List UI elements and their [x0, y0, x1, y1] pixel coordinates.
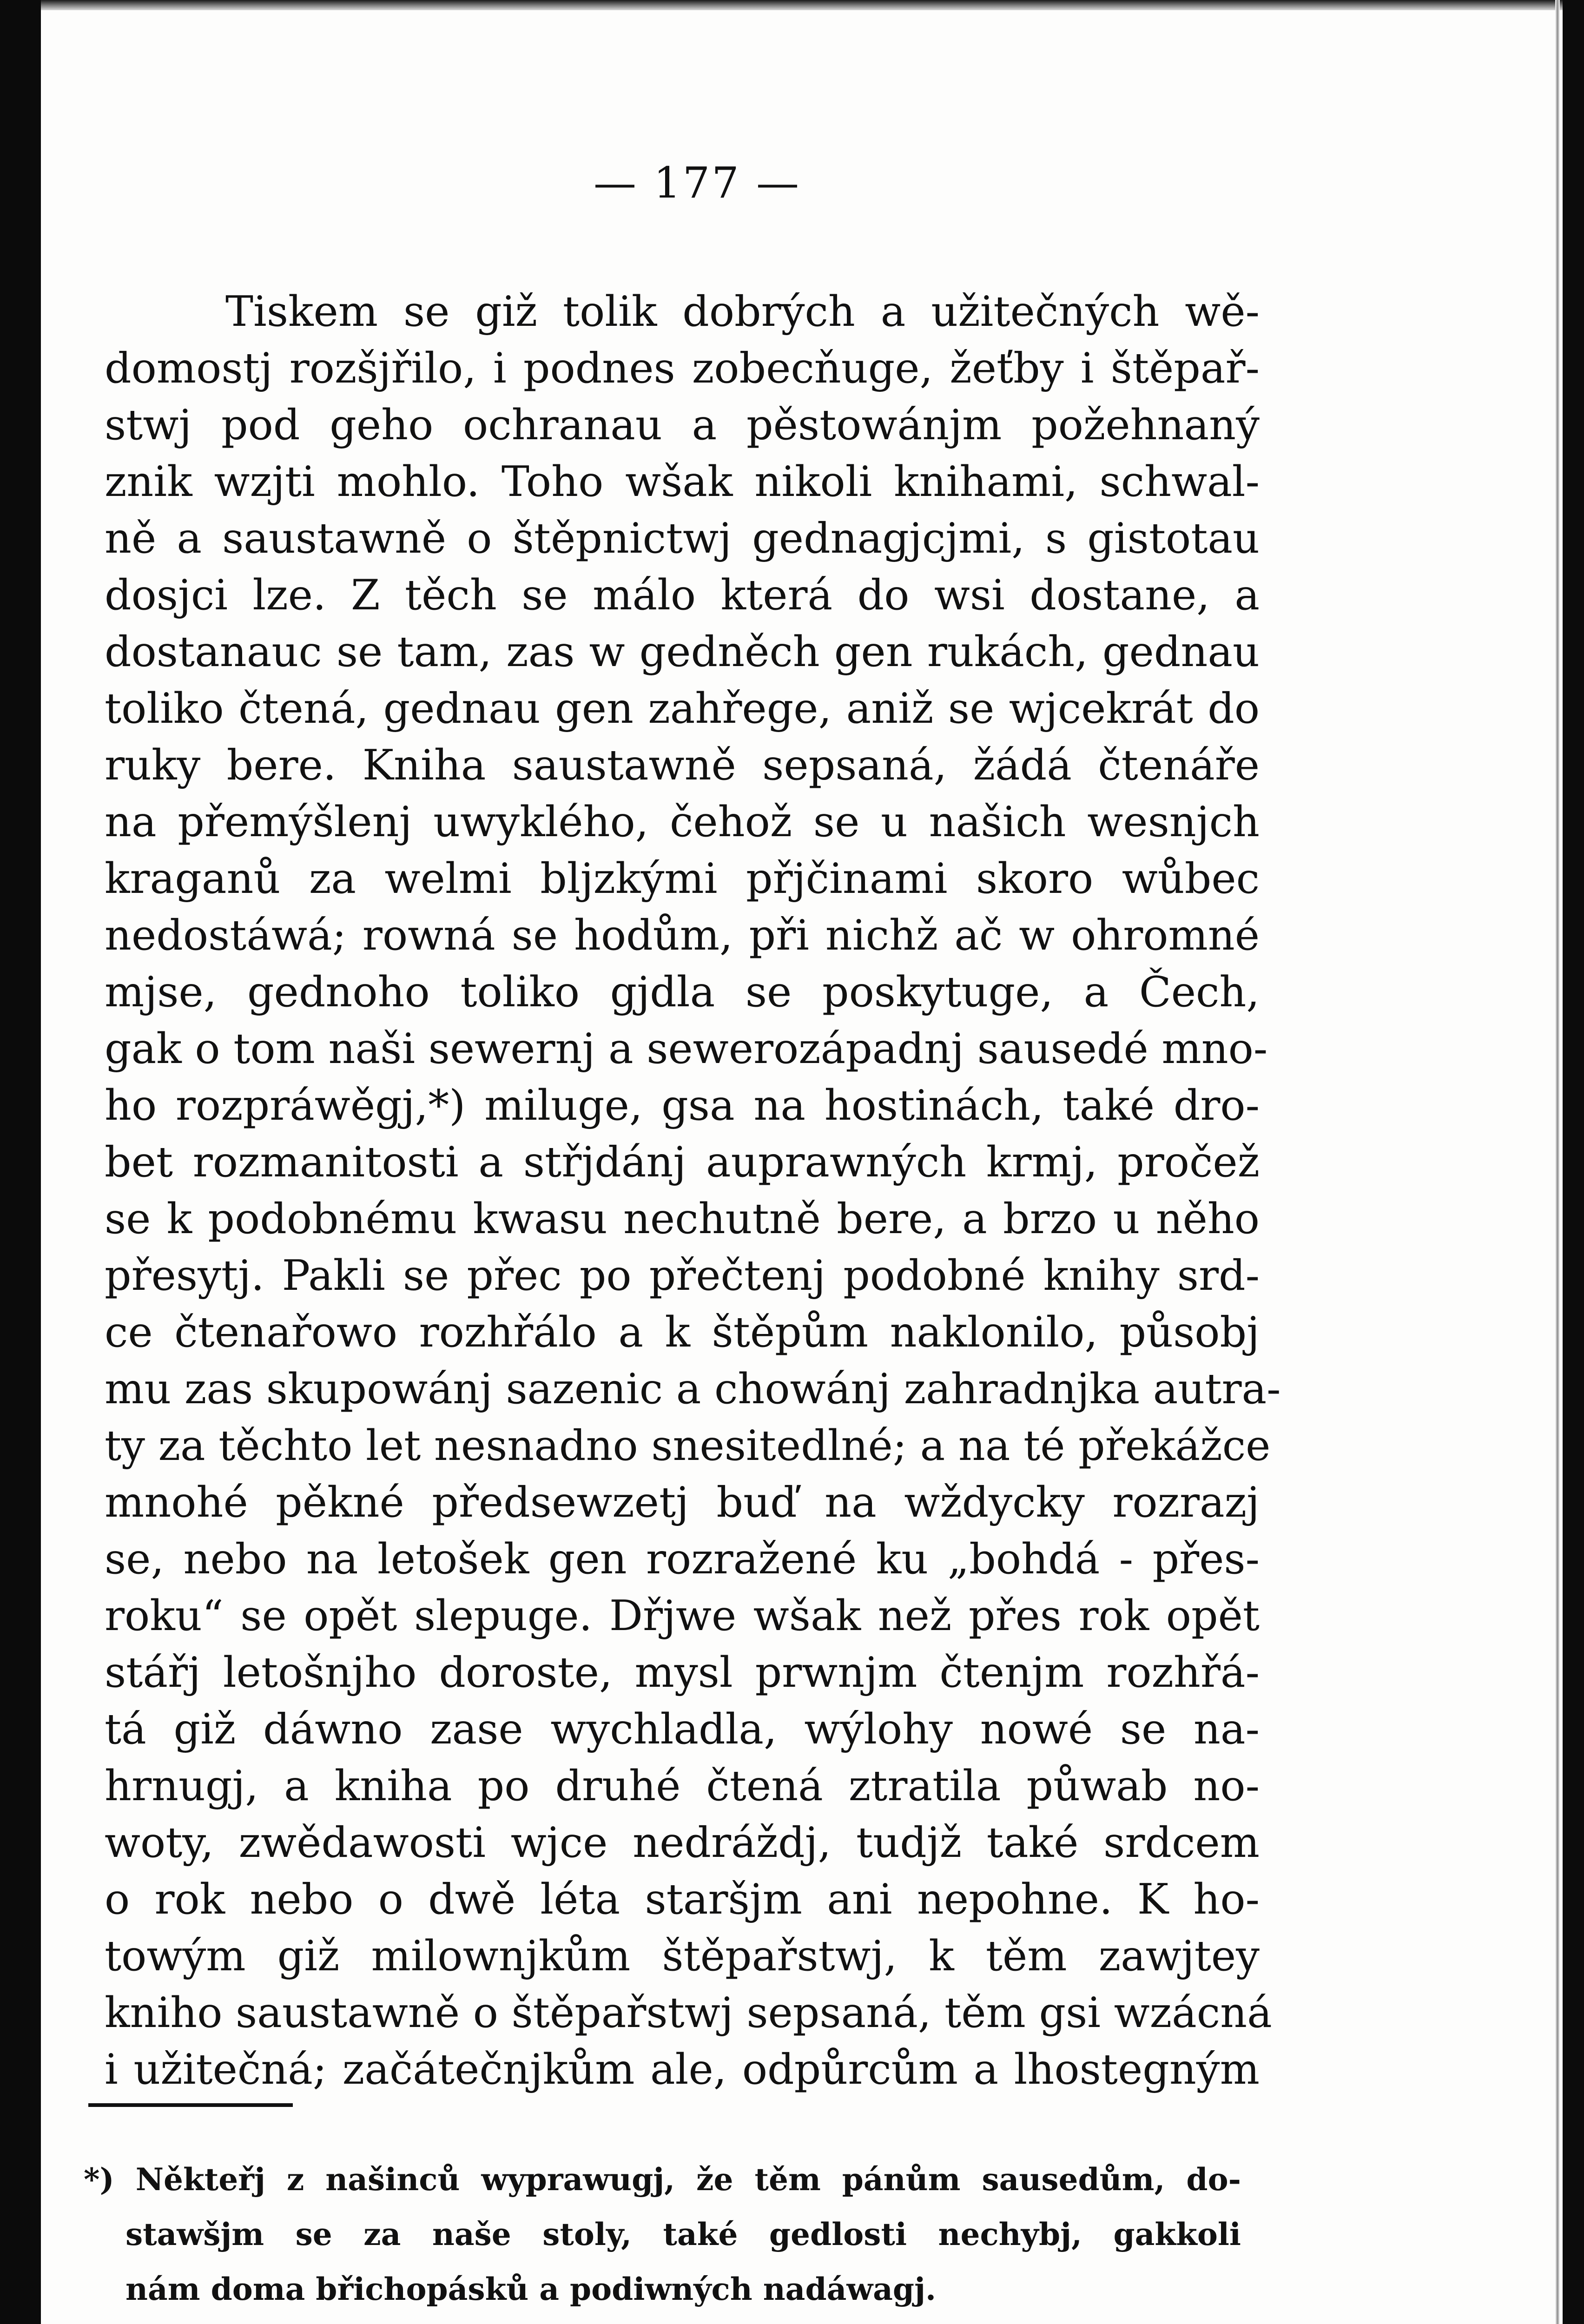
scan-left-edge — [0, 0, 41, 2324]
text-line: towým giž milownjkům štěpařstwj, k těm zawjtey — [105, 1932, 1260, 1981]
text-line: ho rozpráwěgj,*) miluge, gsa na hostinách, také dro- — [105, 1081, 1260, 1130]
footnote-line: nám doma břichopásků a podiwných nadáwagj. — [125, 2271, 936, 2307]
text-line: tá giž dáwno zase wychladla, wýlohy nowé se na- — [105, 1705, 1260, 1754]
text-line: dostanauc se tam, zas w gedněch gen rukách, gednau — [105, 627, 1260, 676]
text-line: se k podobnému kwasu nechutně bere, a brzo u něho — [105, 1195, 1260, 1243]
text-line: o rok nebo o dwě léta staršjm ani nepohne. K ho- — [105, 1875, 1260, 1924]
text-line: bet rozmanitosti a střjdánj auprawných krmj, pročež — [105, 1138, 1260, 1187]
text-line: stářj letošnjho doroste, mysl prwnjm čtenjm rozhřá- — [105, 1648, 1260, 1697]
scan-right-edge — [1563, 0, 1584, 2324]
text-line: znik wzjti mohlo. Toho wšak nikoli knihami, schwal- — [105, 457, 1260, 506]
text-line: se, nebo na letošek gen rozražené ku „bohdá - přes- — [105, 1535, 1260, 1584]
page-number: — 177 — — [593, 158, 801, 208]
text-line: toliko čtená, gednau gen zahřege, aniž se wjcekrát do — [105, 684, 1260, 733]
text-line: i užitečná; začátečnjkům ale, odpůrcům a lhostegným — [105, 2045, 1260, 2094]
footnote-line: *) Někteřj z našinců wyprawugj, že těm pánům sausedům, do- — [84, 2161, 1241, 2198]
text-line: kraganů za welmi bljzkými přjčinami skoro wůbec — [105, 854, 1260, 903]
text-line: ty za těchto let nesnadno snesitedlné; a na té překážce — [105, 1421, 1271, 1470]
text-line: mjse, gednoho toliko gjdla se poskytuge, a Čech, — [105, 968, 1260, 1017]
footnote-divider — [88, 2103, 293, 2107]
text-line: domostj rozšjřilo, i podnes zobecňuge, žeťby i štěpař- — [105, 344, 1260, 393]
text-line: mu zas skupowánj sazenic a chowánj zahradnjka autra- — [105, 1365, 1281, 1413]
text-line: na přemýšlenj uwyklého, čehož se u našich wesnjch — [105, 798, 1260, 846]
text-line: ruky bere. Kniha saustawně sepsaná, žádá čtenáře — [105, 741, 1260, 790]
text-line: gak o tom naši sewernj a sewerozápadnj sausedé mno- — [105, 1024, 1268, 1073]
footnote — [84, 2152, 1241, 2317]
text-line: hrnugj, a kniha po druhé čtená ztratila půwab no- — [105, 1762, 1260, 1810]
body-text — [105, 284, 1281, 2098]
scan-top-edge — [0, 0, 1584, 10]
text-line: nedostáwá; rowná se hodům, při nichž ač w ohromné — [105, 911, 1260, 960]
text-line: dosjci lze. Z těch se málo která do wsi dostane, a — [105, 571, 1260, 620]
footnote-line: stawšjm se za naše stoly, také gedlosti nechybj, gakkoli — [125, 2216, 1241, 2252]
text-line: přesytj. Pakli se přec po přečtenj podobné knihy srd- — [105, 1251, 1260, 1300]
text-line: mnohé pěkné předsewzetj buď na wždycky rozrazj — [105, 1478, 1260, 1527]
text-line: Tiskem se giž tolik dobrých a užitečných wě- — [225, 287, 1260, 336]
text-line: kniho saustawně o štěpařstwj sepsaná, těm gsi wzácná — [105, 1988, 1272, 2037]
text-line: ce čtenařowo rozhřálo a k štěpům naklonilo, působj — [105, 1308, 1260, 1357]
text-line: ně a saustawně o štěpnictwj gednagjcjmi, s gistotau — [105, 514, 1260, 563]
page-right-edge-line — [1555, 0, 1560, 2324]
text-line: roku“ se opět slepuge. Dřjwe wšak než přes rok opět — [105, 1591, 1260, 1640]
text-line: woty, zwědawosti wjce nedráždj, tudjž také srdcem — [105, 1818, 1260, 1867]
text-line: stwj pod geho ochranau a pěstowánjm požehnaný — [105, 401, 1260, 449]
